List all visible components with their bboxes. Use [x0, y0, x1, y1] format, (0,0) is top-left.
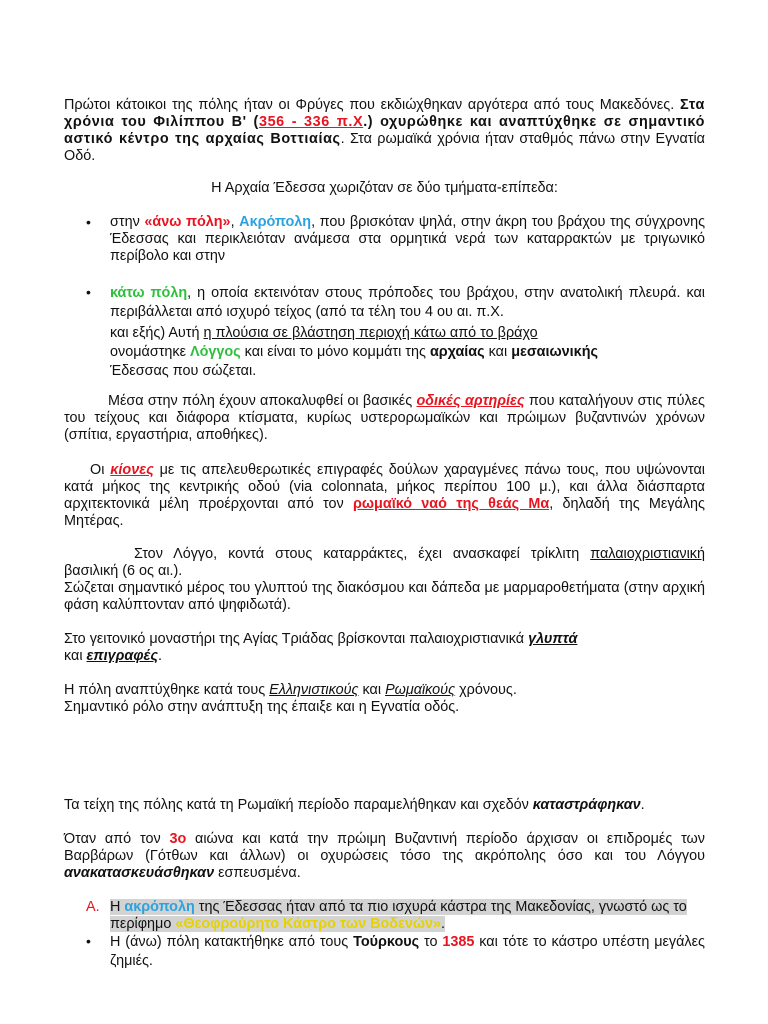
list-item-a: Η ακρόπολη της Έδεσσας ήταν από τα πιο ισχυρά κάστρα της Μακεδονίας, γνωστό ως το περίφημο «Θεοφρούρητο Κάστρο των Βοδενών».: [110, 899, 687, 932]
paragraph-walls: Τα τείχη της πόλης κατά τη Ρωμαϊκή περίοδο παραμελήθηκαν και σχεδόν καταστράφηκαν.: [64, 797, 645, 813]
paragraph-monastery: Στο γειτονικό μοναστήρι της Αγίας Τριάδας βρίσκονται παλαιοχριστιανικά γλυπτά και επιγραφές.: [64, 631, 578, 664]
paragraph-barbarians: Όταν από τον 3ο αιώνα και κατά την πρώιμη Βυζαντινή περίοδο άρχισαν οι επιδρομές των Βαρβάρων (Γότθων και άλλων) οι οχυρώσεις τόσο της ακρόπολης όσο και του Λόγγου ανακατασκευάσθηκαν εσπευσμένα.: [64, 831, 705, 881]
paragraph-basilica: Στον Λόγγο, κοντά στους καταρράκτες, έχει ανασκαφεί τρίκλιτη παλαιοχριστιανική βασιλική (6 ος αι.).: [64, 546, 705, 579]
paragraph-roads: Μέσα στην πόλη έχουν αποκαλυφθεί οι βασικές οδικές αρτηρίες που καταλήγουν στις πύλες του τείχους και διάφορα κτίσματα, κυρίως υστερορωμαϊκών και πρώιμων βυζαντινών χρόνων (σπίτια, εργαστήρια, αποθήκες).: [64, 393, 705, 443]
date-range: 356 - 336 π.Χ: [258, 114, 364, 130]
paragraph-columns: Οι κίονες με τις απελευθερωτικές επιγραφές δούλων χαραγμένες πάνω τους, που υψώνονται κατά μήκος της κεντρικής οδού (via colonnata, μήκος περίπου 100 μ.), και άλλα διάσπαρτα αρχιτεκτονικά μέλη προέρχονται από τον ρωμαϊκό ναό της θεάς Μα, δηλαδή της Μεγάλης Μητέρας.: [64, 462, 705, 529]
bullet-icon: •: [86, 284, 91, 300]
bullet-lower-city-cont: και εξής) Αυτή η πλούσια σε βλάστηση περιοχή κάτω από το βράχο ονομάστηκε Λόγγος και είναι το μόνο κομμάτι της αρχαίας και μεσαιωνικής Έδεσσας που σώζεται.: [110, 325, 598, 379]
bullet-lower-city: κάτω πόλη, η οποία εκτεινόταν στους πρόποδες του βράχου, στην ανατολική πλευρά. και περιβάλλεται από ισχυρό τείχος (από τα τέλη του 4 ου αι. π.Χ.: [110, 285, 706, 320]
bullet-icon: •: [86, 933, 91, 949]
bullet-icon: •: [86, 214, 91, 230]
list-label-a: A.: [86, 899, 100, 915]
paragraph-parts-heading: Η Αρχαία Έδεσσα χωριζόταν σε δύο τμήματα-επίπεδα:: [211, 180, 558, 196]
roads-link: οδικές αρτηρίες: [416, 393, 525, 409]
bullet-upper-city: στην «άνω πόλη», Ακρόπολη, που βρισκόταν ψηλά, στην άκρη του βράχου της σύγχρονης Έδεσσας και περικλειόταν ανάμεσα στα ορμητικά νερά των καταρρακτών με τριγωνικό περίβολο και στην: [110, 214, 706, 264]
paragraph-development: Η πόλη αναπτύχθηκε κατά τους Ελληνιστικούς και Ρωμαϊκούς χρόνους. Σημαντικό ρόλο στην ανάπτυξη της έπαιξε και η Εγνατία οδός.: [64, 682, 517, 715]
paragraph-basilica-2: Σώζεται σημαντικό μέρος του γλυπτού της διακόσμου και δάπεδα με μαρμαροθετήματα (στην αρχική φάση καλύπτονταν από ψηφιδωτά).: [64, 580, 705, 613]
temple-link: ρωμαϊκό ναό της θεάς Μα: [353, 496, 550, 512]
paragraph-intro: Πρώτοι κάτοικοι της πόλης ήταν οι Φρύγες που εκδιώχθηκαν αργότερα από τους Μακεδόνες. Στα χρόνια του Φιλίππου Β' (356 - 336 π.Χ.) οχυρώθηκε και αναπτύχθηκε σε σημαντικό αστικό κέντρο της αρχαίας Βοττιαίας. Στα ρωμαϊκά χρόνια ήταν σταθμός πάνω στην Εγνατία Οδό.: [64, 97, 706, 164]
columns-link: κίονες: [110, 462, 154, 478]
list-item-b: Η (άνω) πόλη κατακτήθηκε από τους Τούρκους το 1385 και τότε το κάστρο υπέστη μεγάλες ζημιές.: [110, 934, 705, 969]
